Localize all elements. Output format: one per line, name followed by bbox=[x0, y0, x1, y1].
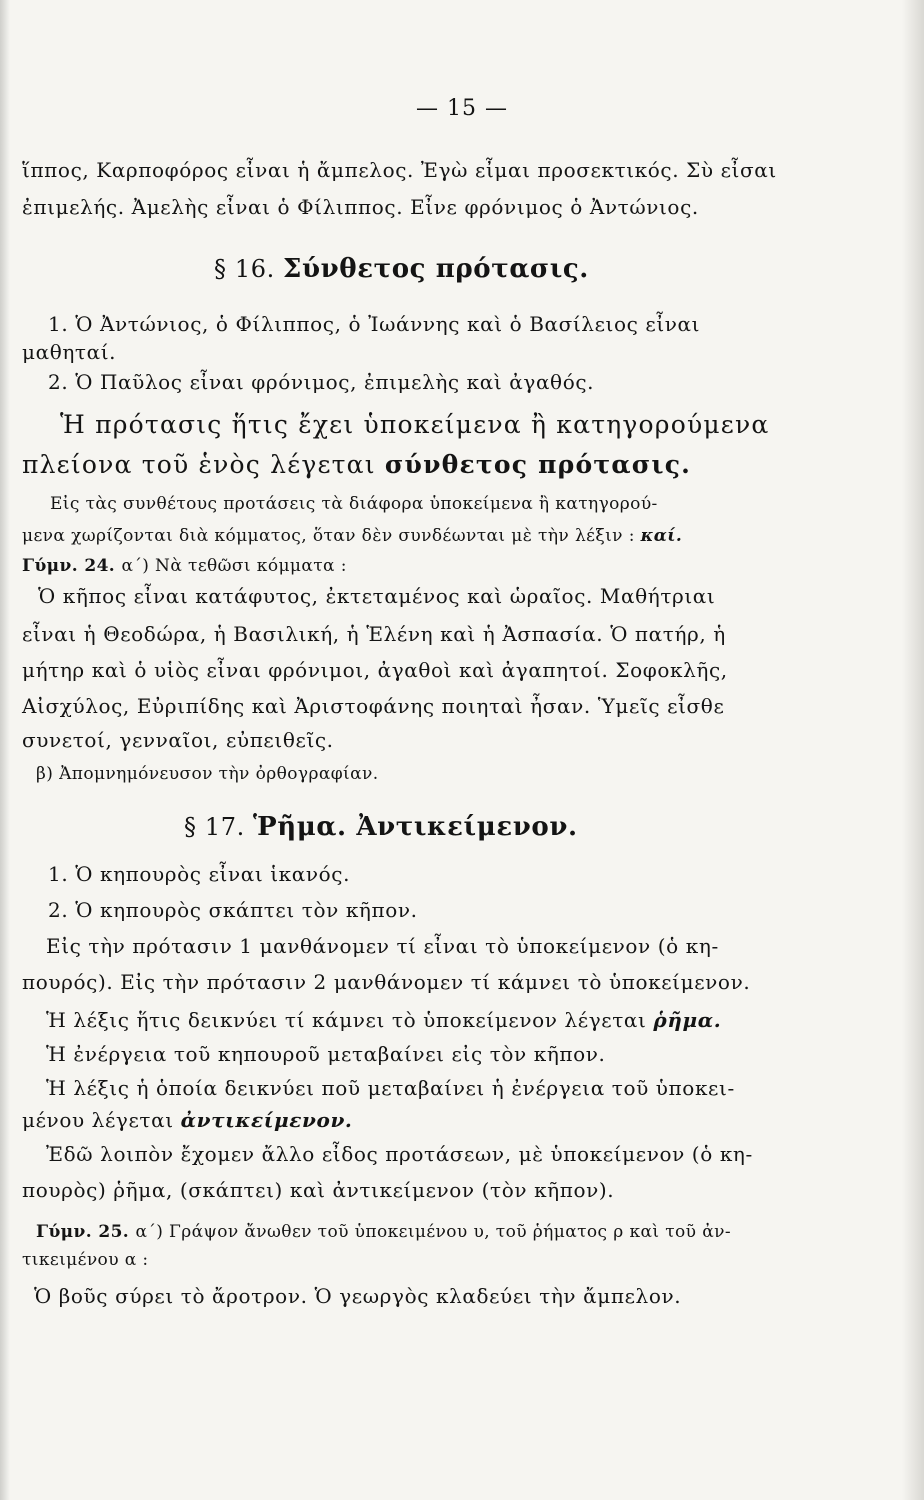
rule-term: σύνθετος πρότασις. bbox=[384, 450, 692, 479]
text-segment: Ἡ λέξις ἥτις δεικνύει τί κάμνει τὸ ὑποκείμενον λέγεται bbox=[46, 1008, 654, 1032]
text-line: ἵππος, Καρποφόρος εἶναι ἡ ἄμπελος. Ἐγὼ εἶμαι προσεκτικός. Σὺ εἶσαι bbox=[22, 158, 777, 182]
text-line: Εἰς τὴν πρότασιν 1 μανθάνομεν τί εἶναι τὸ ὑποκείμενον (ὁ κη- bbox=[46, 934, 719, 958]
text-line: τικειμένου α : bbox=[22, 1250, 149, 1270]
text-line: μήτηρ καὶ ὁ υἱὸς εἶναι φρόνιμοι, ἀγαθοὶ καὶ ἀγαπητοί. Σοφοκλῆς, bbox=[22, 658, 728, 682]
page-left-edge bbox=[0, 0, 10, 1500]
text-line bbox=[46, 1008, 721, 1032]
text-line bbox=[22, 526, 682, 546]
text-segment: μενα χωρίζονται διὰ κόμματος, ὅταν δὲν συνδέωνται μὲ τὴν λέξιν : bbox=[22, 526, 641, 546]
text-line: Ἡ ἐνέργεια τοῦ κηπουροῦ μεταβαίνει εἰς τὸν κῆπον. bbox=[46, 1042, 606, 1066]
section-title: Ῥῆμα. Ἀντικείμενον. bbox=[253, 812, 578, 842]
exercise-instruction: α΄) Νὰ τεθῶσι κόμματα : bbox=[121, 556, 347, 576]
exercise-label: Γύμν. 25. bbox=[36, 1222, 136, 1242]
text-line: 2. Ὁ Παῦλος εἶναι φρόνιμος, ἐπιμελὴς καὶ ἀγαθός. bbox=[48, 370, 595, 394]
text-line: Ἐδῶ λοιπὸν ἔχομεν ἄλλο εἶδος προτάσεων, μὲ ὑποκείμενον (ὁ κη- bbox=[46, 1142, 753, 1166]
page-right-edge bbox=[902, 0, 924, 1500]
exercise-header bbox=[22, 556, 347, 576]
emphasized-word: καί. bbox=[640, 526, 683, 546]
section-16-heading bbox=[214, 254, 589, 284]
rule-text-line bbox=[22, 450, 691, 479]
text-line: 1. Ὁ Ἀντώνιος, ὁ Φίλιππος, ὁ Ἰωάννης καὶ ὁ Βασίλειος εἶναι bbox=[48, 312, 701, 336]
emphasized-word: ῥῆμα. bbox=[653, 1008, 722, 1032]
text-line: πουρός). Εἰς τὴν πρότασιν 2 μανθάνομεν τί κάμνει τὸ ὑποκείμενον. bbox=[22, 970, 751, 994]
rule-text-line: Ἡ πρότασις ἥτις ἔχει ὑποκείμενα ἢ κατηγορούμενα bbox=[60, 410, 770, 439]
text-line: β) Ἀπομνημόνευσον τὴν ὀρθογραφίαν. bbox=[36, 764, 379, 784]
text-line: μαθηταί. bbox=[22, 340, 117, 364]
section-title: Σύνθετος πρότασις. bbox=[283, 254, 589, 284]
text-line: εἶναι ἡ Θεοδώρα, ἡ Βασιλική, ἡ Ἑλένη καὶ ἡ Ἀσπασία. Ὁ πατήρ, ἡ bbox=[22, 622, 726, 646]
text-line: 1. Ὁ κηπουρὸς εἶναι ἱκανός. bbox=[48, 862, 351, 886]
text-line: ἐπιμελής. Ἀμελὴς εἶναι ὁ Φίλιππος. Εἶνε φρόνιμος ὁ Ἀντώνιος. bbox=[22, 195, 699, 219]
text-line: συνετοί, γενναῖοι, εὐπειθεῖς. bbox=[22, 728, 334, 752]
text-line: Εἰς τὰς συνθέτους προτάσεις τὰ διάφορα ὑποκείμενα ἢ κατηγορού- bbox=[50, 494, 658, 514]
section-number: § 17. bbox=[184, 813, 245, 841]
section-17-heading bbox=[184, 812, 578, 842]
exercise-label: Γύμν. 24. bbox=[22, 556, 122, 576]
rule-text: πλείονα τοῦ ἑνὸς λέγεται bbox=[22, 450, 385, 479]
text-line: πουρὸς) ῥῆμα, (σκάπτει) καὶ ἀντικείμενον (τὸν κῆπον). bbox=[22, 1178, 615, 1202]
emphasized-word: ἀντικείμενον. bbox=[180, 1108, 353, 1132]
text-line bbox=[22, 1108, 353, 1132]
text-line: Ἡ λέξις ἡ ὁποία δεικνύει ποῦ μεταβαίνει ἡ ἐνέργεια τοῦ ὑποκει- bbox=[46, 1076, 735, 1100]
text-line: Ὁ κῆπος εἶναι κατάφυτος, ἐκτεταμένος καὶ ὡραῖος. Μαθήτριαι bbox=[38, 584, 716, 608]
text-segment: μένου λέγεται bbox=[22, 1108, 181, 1132]
text-line: Αἰσχύλος, Εὐριπίδης καὶ Ἀριστοφάνης ποιηταὶ ἦσαν. Ὑμεῖς εἶσθε bbox=[22, 694, 725, 718]
text-line: 2. Ὁ κηπουρὸς σκάπτει τὸν κῆπον. bbox=[48, 898, 418, 922]
exercise-instruction: α΄) Γράψον ἄνωθεν τοῦ ὑποκειμένου υ, τοῦ ῥήματος ρ καὶ τοῦ ἀν- bbox=[135, 1222, 731, 1242]
section-number: § 16. bbox=[214, 255, 275, 283]
text-line: Ὁ βοῦς σύρει τὸ ἄροτρον. Ὁ γεωργὸς κλαδεύει τὴν ἄμπελον. bbox=[34, 1284, 682, 1308]
page-number: — 15 — bbox=[416, 96, 508, 121]
exercise-header bbox=[36, 1222, 731, 1242]
